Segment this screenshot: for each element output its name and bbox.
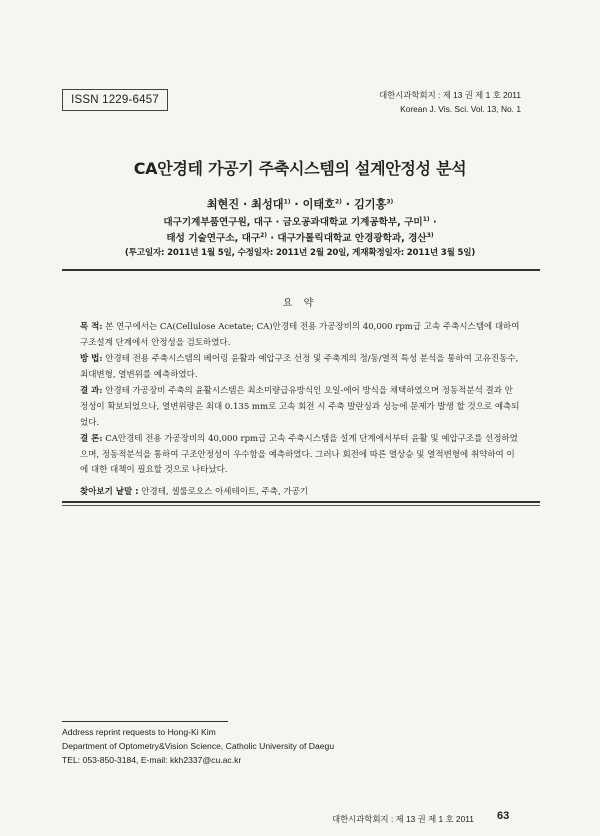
author-separator: · (290, 198, 303, 211)
journal-header-english: Korean J. Vis. Sci. Vol. 13, No. 1 (400, 104, 521, 114)
abstract-text: 안경테 가공장비 주축의 윤활시스템은 최소미량급유방식인 오일-에어 방식을 채택하였으며 정동적분석 결과 안정성이 확보되었으나, 열변위량은 최대 0.135 mm로 고속 회전 시 주축 발란싱과 성능에 문제가 발생 할 것으로 예측되었다. (80, 386, 520, 428)
affiliation-line-1 (0, 214, 600, 228)
abstract-text: CA안경테 전용 가공장비의 40,000 rpm급 고속 주축시스템을 설계 단계에서부터 윤활 및 예압구조를 선정하였으며, 정동적분석을 통하여 구조안정성이 우수함을 예측하였다. 그러나 회전에 따른 열상승 및 열적변형에 취약하여 이에 대한 대책이 필요할 것으로 나타났다. (80, 434, 518, 476)
abstract-divider-bottom (62, 505, 540, 506)
keywords-label: 찾아보기 낱말 : (80, 486, 139, 497)
abstract-label: 목 적: (80, 322, 103, 332)
abstract-result (80, 384, 521, 431)
journal-header-korean: 대한시과학회지 : 제 13 권 제 1 호 2011 (379, 90, 521, 100)
abstract-body (80, 320, 521, 502)
paper-title: CA안경테 가공기 주축시스템의 설계안정성 분석 (133, 159, 467, 178)
author-separator: · (239, 198, 252, 211)
footnote-line: Department of Optometry&Vision Science, Catholic University of Daegu (62, 740, 335, 751)
affiliation-mark: 3) (426, 231, 434, 239)
submission-dates: (투고일자: 2011년 1월 5일, 수정일자: 2011년 2월 20일, 게재확정일자: 2011년 3월 5일) (124, 248, 476, 258)
footer-journal: 대한시과학회지 : 제 13 권 제 1 호 2011 (332, 814, 474, 824)
footnote-line: TEL: 053-850-3184, E-mail: kkh2337@cu.ac.kr (62, 754, 242, 765)
footnote-line: Address reprint requests to Hong-Ki Kim (62, 727, 216, 737)
abstract-label: 방 법: (80, 354, 103, 365)
author-affiliation-mark: 3) (386, 198, 394, 206)
author-affiliation-mark: 1) (283, 198, 291, 206)
abstract-conclusion (80, 432, 521, 479)
abstract-label: 결 과: (80, 386, 103, 397)
affiliation-text: 대구기계부품연구원, 대구 · 금오공과대학교 기계공학부, 구미 (163, 217, 423, 228)
abstract-divider-top (62, 501, 540, 503)
correspondence-footnote (62, 726, 334, 767)
author-name: 이태호 (302, 198, 335, 211)
keywords-text: 안경테, 셀룰로오스 아세테이트, 주축, 가공기 (138, 486, 309, 497)
affiliation-mark: 1) (422, 215, 430, 223)
author-separator: · (341, 198, 354, 211)
author-name: 최성대 (251, 198, 284, 211)
author-affiliation-mark: 2) (334, 198, 342, 206)
affiliation-line-2 (0, 230, 600, 244)
affiliation-text: · 대구가톨릭대학교 안경광학과, 경산 (267, 233, 427, 244)
author-name: 최현진 (206, 198, 240, 211)
abstract-method (80, 352, 521, 383)
abstract-heading: 요 약 (282, 298, 318, 309)
header-divider (62, 269, 540, 271)
abstract-purpose (80, 320, 521, 351)
affiliation-mark: 2) (260, 231, 268, 239)
abstract-text: 본 연구에서는 CA(Cellulose Acetate; CA)안경테 전용 가공장비의 40,000 rpm급 고속 주축시스템에 대하여 구조설계 단계에서 안정성을 검토하였다. (80, 322, 520, 348)
author-list (0, 196, 600, 212)
abstract-text: 안경테 전용 주축시스템의 베어링 윤활과 예압구조 선정 및 주축계의 정/동/열적 특성 분석을 통하여 고유진동수, 최대변형, 열변위를 예측하였다. (80, 354, 519, 380)
journal-header (379, 88, 521, 116)
issn-box: ISSN 1229-6457 (62, 89, 168, 111)
affiliation-text: 태성 기술연구소, 대구 (166, 233, 261, 244)
affiliation-text: · (429, 217, 437, 228)
abstract-label: 결 론: (80, 434, 103, 445)
author-name: 김기홍 (353, 198, 387, 211)
abstract-keywords (80, 485, 521, 501)
page-number: 63 (497, 810, 510, 822)
footnote-rule (62, 721, 228, 722)
